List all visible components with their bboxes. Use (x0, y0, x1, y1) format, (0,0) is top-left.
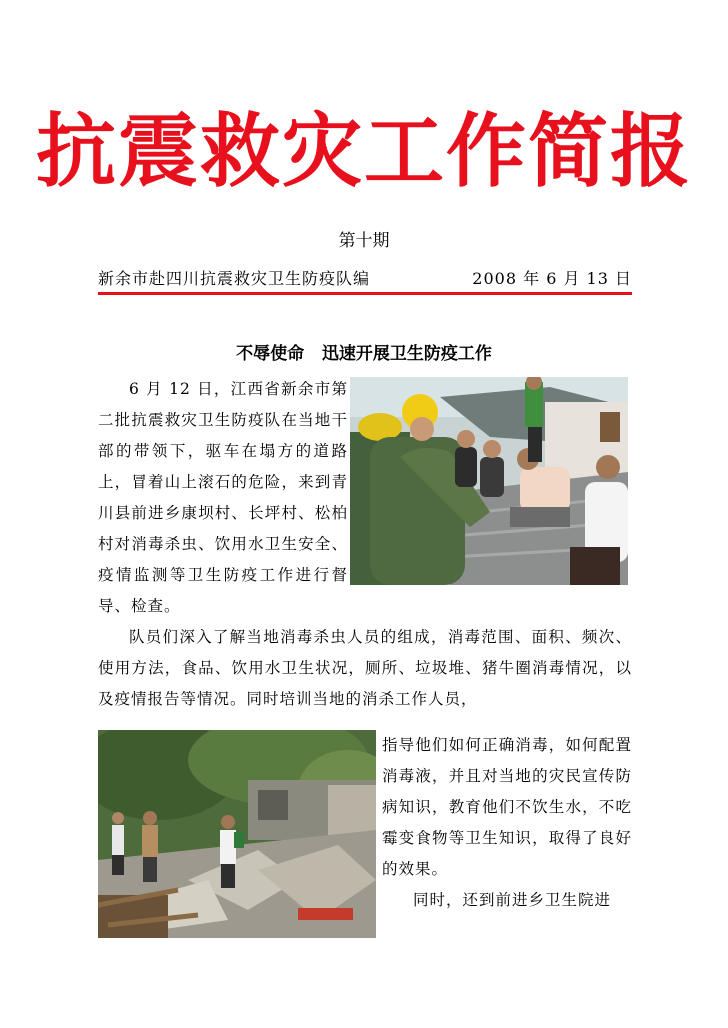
photo-rubble-disinfection-illustration (98, 730, 376, 938)
issue-number: 第十期 (338, 231, 390, 251)
photo-soldiers-meeting-illustration (350, 377, 628, 585)
masthead-title: 抗震救灾工作简报 (36, 104, 692, 198)
header-rule (98, 292, 632, 295)
issue-date: 2008 年 6 月 13 日 (472, 269, 632, 288)
photo-rubble-disinfection (98, 730, 376, 938)
article-headline: 不辱使命 迅速开展卫生防疫工作 (236, 344, 492, 364)
article-paragraph-2: 队员们深入了解当地消毒杀虫人员的组成，消毒范围、面积、频次、使用方法，食品、饮用水卫生状况，厕所、垃圾堆、猪牛圈消毒情况，以及疫情报告等情况。同时培训当地的消杀工作人员， (98, 628, 632, 708)
editor-line: 新余市赴四川抗震救灾卫生防疫队编 (98, 269, 371, 288)
article-paragraph-4: 同时，还到前进乡卫生院进 (413, 891, 612, 909)
article-paragraph-1: 6 月 12 日，江西省新余市第二批抗震救灾卫生防疫队在当地干部的带领下，驱车在塌方的道路上，冒着山上滚石的危险，来到青川县前进乡康坝村、长坪村、松柏村对消毒杀虫、饮用水卫生安全、疫情监测等卫生防疫工作进行督导、检查。 (98, 380, 348, 615)
photo-soldiers-meeting (350, 377, 628, 585)
meta-row (98, 267, 632, 291)
article-paragraph-3: 指导他们如何正确消毒，如何配置消毒液，并且对当地的灾民宣传防病知识，教育他们不饮生水，不吃霉变食物等卫生知识，取得了良好的效果。 (382, 736, 632, 878)
